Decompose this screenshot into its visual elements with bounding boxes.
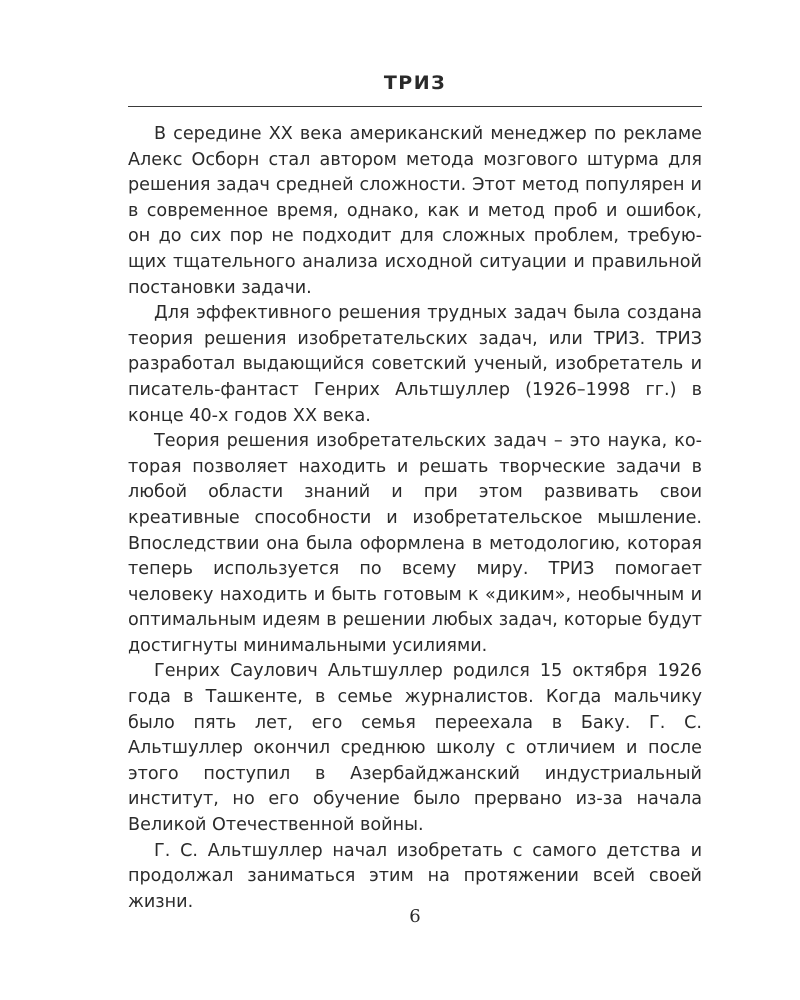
paragraph-2: Для эффективного решения трудных задач была создана теория решения изобретательских задач, или ТРИЗ. ТРИЗ разработал выдающийся советский ученый, изобретатель и писатель-фантаст Генрих Альтшуллер (1926–1998 гг.) в конце 40-х годов XX века. (128, 303, 702, 426)
header-rule (128, 106, 702, 107)
paragraph-3: Теория решения изобретательских задач – это наука, которая позволяет находить и решать творческие задачи в любой области знаний и при этом развивать свои креативные способности и изобретательское мышление. Впоследствии она была оформлена в методологию, которая теперь используется по всему миру. ТРИЗ помогает человеку находить и быть готовым к «диким», необычным и оптимальным идеям в решении любых задач, которые будут достигнуты минимальными усилиями. (128, 431, 702, 656)
body-text (128, 122, 702, 915)
paragraph-1: В середине XX века американский менеджер по рекламе Алекс Осборн стал автором метода мозгового штурма для решения задач средней сложности. Этот метод популярен и в современное время, однако, как и метод проб и ошибок, он до сих пор не подходит для сложных проблем, требующих тщательного анализа исходной ситуации и правильной постановки задачи. (128, 124, 702, 298)
paragraph-5: Г. С. Альтшуллер начал изобретать с самого детства и продолжал заниматься этим на протяжении всей своей жизни. (128, 840, 702, 912)
running-head: ТРИЗ (383, 72, 447, 94)
paragraph-4: Генрих Саулович Альтшуллер родился 15 октября 1926 года в Ташкенте, в семье журналистов. Когда мальчику было пять лет, его семья переехала в Баку. Г. С. Альтшуллер окончил среднюю школу с отличием и после этого поступил в Азербайджанский индустриальный институт, но его обучение было прервано из-за начала Великой Отечественной войны. (128, 661, 702, 836)
page-number: 6 (409, 906, 421, 927)
